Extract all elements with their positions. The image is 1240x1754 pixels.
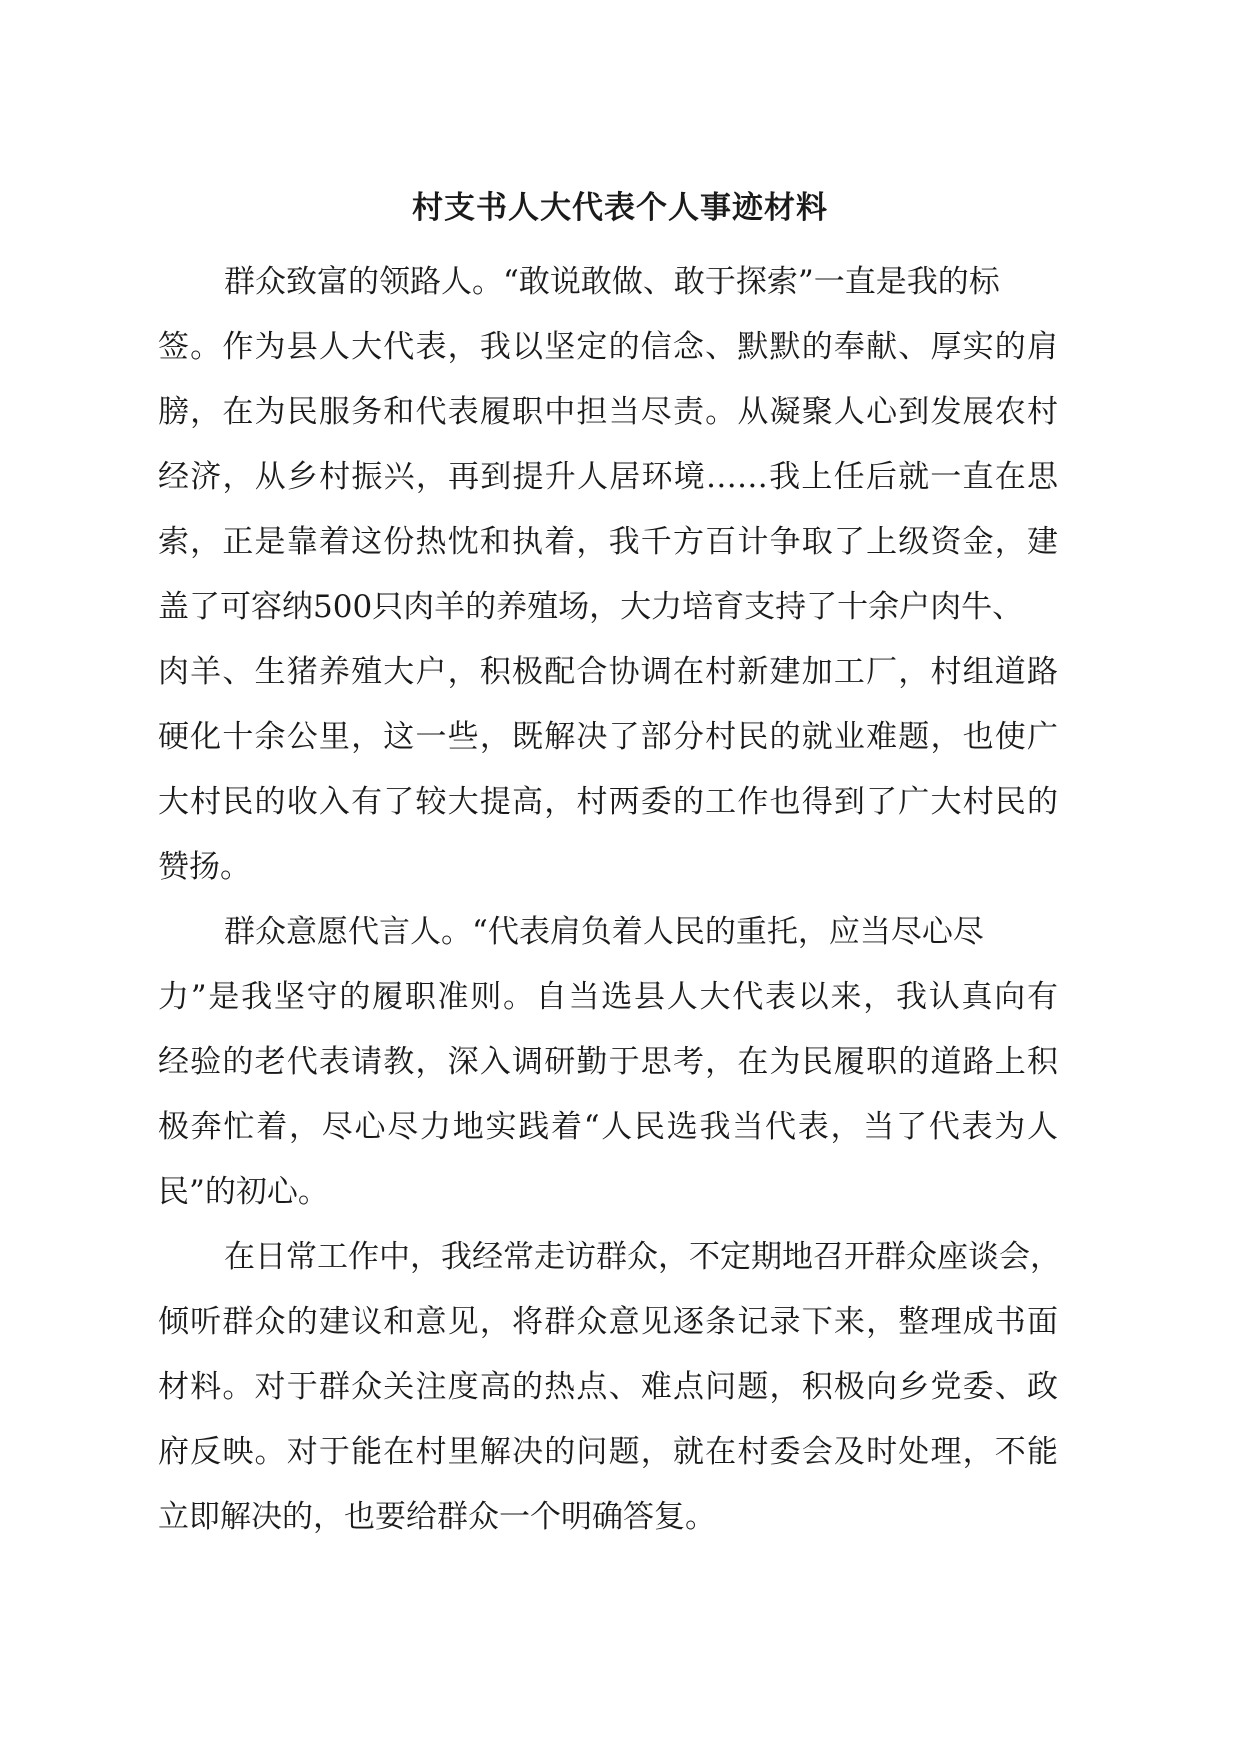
text-line: 赞扬。 [158, 849, 251, 885]
document-title: 村支书人大代表个人事迹材料 [412, 190, 828, 226]
text-line: 盖了可容纳500只肉羊的养殖场，大力培育支持了十余户肉牛、 [158, 589, 1024, 625]
text-line: 大村民的收入有了较大提高，村两委的工作也得到了广大村民的 [158, 784, 1058, 820]
text-line: 膀，在为民服务和代表履职中担当尽责。从凝聚人心到发展农村 [158, 394, 1058, 430]
text-line: 硬化十余公里，这一些，既解决了部分村民的就业难题，也使广 [158, 719, 1058, 755]
text-line: 肉羊、生猪养殖大户，积极配合协调在村新建加工厂，村组道路 [158, 654, 1058, 690]
text-line: 群众意愿代言人。“代表肩负着人民的重托，应当尽心尽 [224, 914, 984, 950]
text-line: 力”是我坚守的履职准则。自当选县人大代表以来，我认真向有 [158, 979, 1058, 1015]
text-line: 群众致富的领路人。“敢说敢做、敢于探索”一直是我的标 [224, 264, 1000, 300]
text-line: 立即解决的，也要给群众一个明确答复。 [158, 1499, 716, 1535]
text-line: 极奔忙着，尽心尽力地实践着“人民选我当代表，当了代表为人 [158, 1109, 1058, 1145]
text-line: 府反映。对于能在村里解决的问题，就在村委会及时处理，不能 [158, 1434, 1058, 1470]
text-line: 经验的老代表请教，深入调研勤于思考，在为民履职的道路上积 [158, 1044, 1058, 1080]
text-line: 材料。对于群众关注度高的热点、难点问题，积极向乡党委、政 [158, 1369, 1058, 1405]
text-line: 索，正是靠着这份热忱和执着，我千方百计争取了上级资金，建 [158, 524, 1058, 560]
text-line: 倾听群众的建议和意见，将群众意见逐条记录下来，整理成书面 [158, 1304, 1058, 1340]
text-line: 在日常工作中，我经常走访群众，不定期地召开群众座谈会， [224, 1239, 1061, 1275]
text-line: 经济，从乡村振兴，再到提升人居环境……我上任后就一直在思 [158, 459, 1058, 495]
text-line: 签。作为县人大代表，我以坚定的信念、默默的奉献、厚实的肩 [158, 329, 1058, 365]
text-line: 民”的初心。 [158, 1174, 329, 1210]
